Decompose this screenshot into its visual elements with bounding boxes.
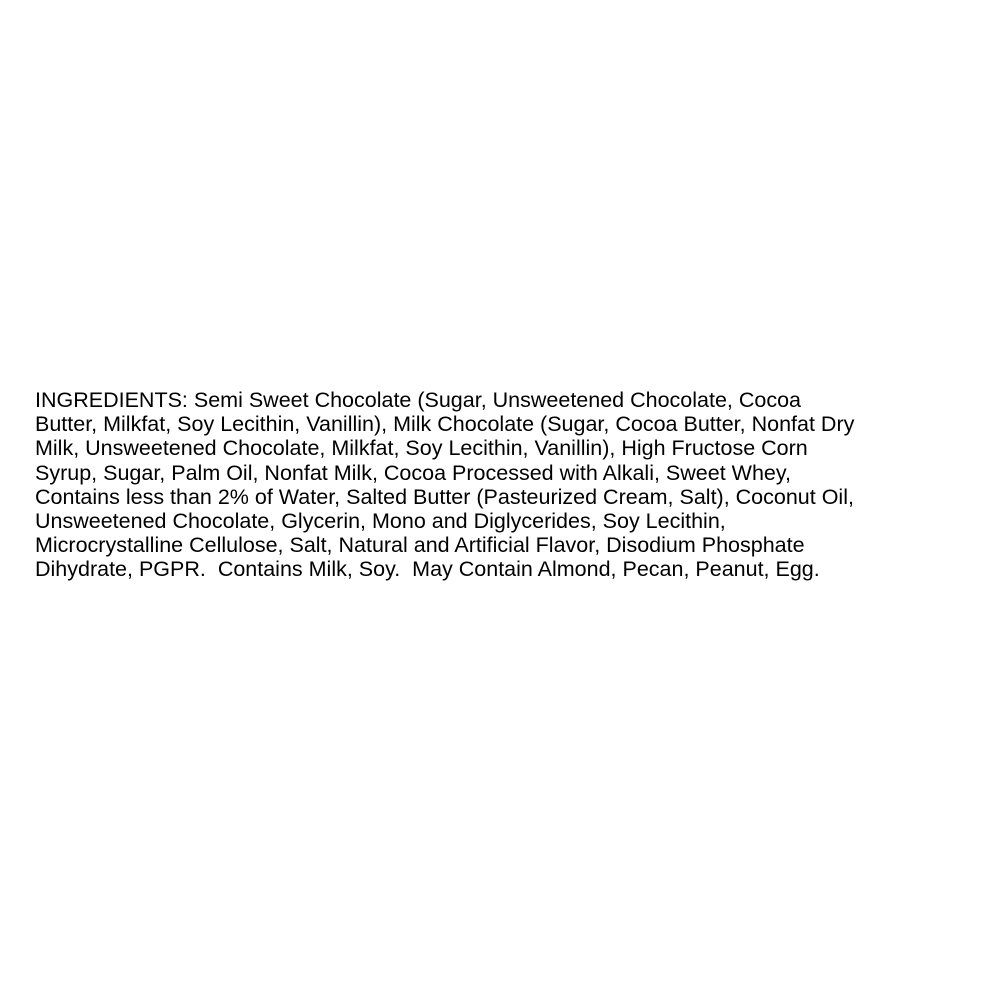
ingredients-line-5: Contains less than 2% of Water, Salted Butter (Pasteurized Cream, Salt), Coconut Oil, (35, 484, 854, 509)
ingredients-text-block (35, 388, 975, 582)
ingredients-line-7: Microcrystalline Cellulose, Salt, Natural and Artificial Flavor, Disodium Phosphate (35, 533, 805, 558)
ingredients-line-4: Syrup, Sugar, Palm Oil, Nonfat Milk, Cocoa Processed with Alkali, Sweet Whey, (35, 460, 791, 485)
ingredients-line-8: Dihydrate, PGPR. Contains Milk, Soy. May Contain Almond, Pecan, Peanut, Egg. (35, 557, 820, 582)
ingredients-line-3: Milk, Unsweetened Chocolate, Milkfat, Soy Lecithin, Vanillin), High Fructose Corn (35, 436, 808, 461)
ingredients-line-1: INGREDIENTS: Semi Sweet Chocolate (Sugar, Unsweetened Chocolate, Cocoa (35, 388, 802, 412)
ingredients-line-6: Unsweetened Chocolate, Glycerin, Mono and Diglycerides, Soy Lecithin, (35, 509, 726, 534)
ingredients-line-2: Butter, Milkfat, Soy Lecithin, Vanillin), Milk Chocolate (Sugar, Cocoa Butter, Nonfat Dry (35, 412, 855, 437)
